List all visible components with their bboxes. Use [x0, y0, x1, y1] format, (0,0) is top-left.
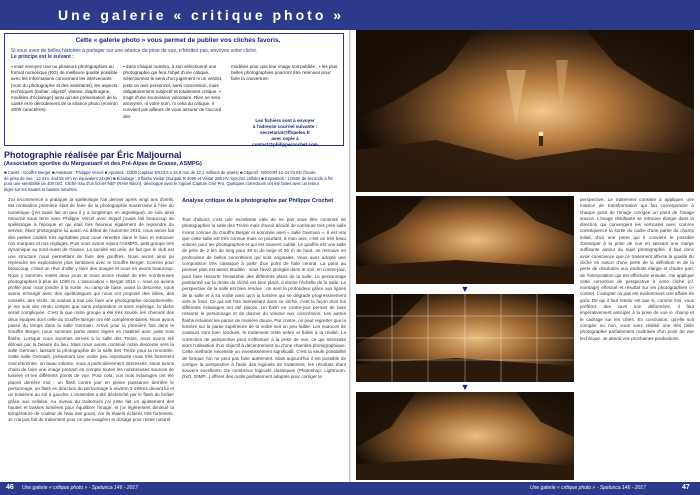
analysis-title: Analyse critique de la photographie par Philippe Crochet: [182, 198, 334, 204]
intro-lede: [11, 48, 339, 60]
contact-email-2[interactable]: contact@philippecrochet.com: [252, 142, 318, 147]
caption-line: ■ Cavité : Gouffre Berger ■ Assistant : Philippe Vercel ■ Appareil : D300 (capteur DX23,6 x 15,8 mm de 12,1 millions de pixels) ■ Objectif : NIKKOR 12-24 f/4 ED (focale: [4, 170, 316, 175]
montage-photo-grid: [356, 294, 574, 382]
article-subtitle: (Association sportive du Margueuaril et des Pré-Alpes de Grasse, ASMPG): [4, 161, 202, 167]
montage-photo-corrected: [356, 392, 574, 480]
intro-box: [4, 33, 344, 146]
caption-line: léger sur les hautes et basses lumières.: [4, 186, 78, 192]
montage-photo-original: [356, 196, 574, 284]
page-number-right: 47: [682, 484, 690, 491]
intro-lede-line: Si vous avez de belles histoires à partager sur une séance de prise de vue, n'hésitez pas, envoyez votre cliché.: [11, 48, 258, 54]
correction-montage: [356, 196, 574, 480]
analysis-text: Tout d'abord, c'est une excellente idée de ne pas vous être contenté de photographier la salle des Treize mais d'avoir décidé de continuer très près salle moins connue du Gouffre Berger et nommée ainsi « salle Germain ». Il est vrai que cette salle est très connue mais ce pourtant, à mon avis, c'est un très beau volume pour les photographes et qui est souvent oublié. Le gouffre est une salle de près de 2 km de long pour 30 m de large et 50 m de haut, on retrouve en profondeur de belles concrétions qui sont originales. Vous avez adopté une composition très classique à partir d'un point de fuite central. La paroi au premier plan est assez étudiée : vous l'avez plongée dans le noir, en contre-jour, pour faire ressortir l'ensemble des différents plans de la salle. Le personnage positionné sur la droite du cliché est bien placé, il donne l'échelle de la salle. La perspective de la salle est bien rendue : on sent la profondeur grâce aux lignes de la salle et à sa voûte ainsi qu'à la lumière qui se dégrade progressivement vers le fond. Ce qui est très intéressant dans ce cliché, c'est la façon dont les différents éclairages ont été placés. Un flash en contre-jour permet de faire ressortir le personnage et de donner du volume aux concrétions. Les autres flashs éclairent les parois de manière douce. Par contre, on peut regretter que la lumière sur la partie supérieure de la voûte soit un peu faible. Les nuances de couleurs sont bien rendues, le traitement reste sobre et fidèle à la réalité. La correction de perspective peut s'effectuer à la prise de vue, ce qui nécessite alors l'utilisation d'un objectif à décentrement ou d'une chambre photographique. Cette méthode nécessite un investissement significatif. C'est la seule possibilité de lorsque l'on ne peut pas faire autrement. Mais aujourd'hui il est possible de corriger la perspective à l'aide des logiciels de traitement, les résultats étant souvent excellents. De nombreux logiciels classiques (Photoshop, Lightroom, DxO, GIMP...) offrent des outils parfaitement adaptés pour corriger la: [182, 217, 346, 380]
footer-right: [350, 482, 700, 495]
intro-column-3: modèles pour que leur image soit publiée ; ▪ les plus belles photographies pourront être retenues pour faire la couverture.: [231, 64, 338, 82]
page-gutter: [349, 0, 351, 495]
intro-lede-principle: Le principe est le suivant :: [11, 54, 74, 60]
contact-email[interactable]: secretariat@ffspeleo.fr: [260, 130, 310, 135]
contact-line-4: avec copie à: [271, 136, 299, 141]
footer-left: [0, 482, 350, 495]
main-cave-photo: [356, 30, 694, 192]
banner-title: Une galerie « critique photo »: [58, 7, 345, 23]
photographer-story: J'ai recommencé à pratiquer la spéléologie l'an dernier après vingt ans d'arrêt. Ma motivation première était de faire de la photographie souterraine à l'ère du numérique (j'en avais fait un peu il y a longtemps en argentique). Je suis ainsi retourné sous terre avec Philippe Vercel avec lequel j'avais fait beaucoup de spéléologie à l'époque et qui était très heureux également de reprendre du service, étant photographe lui aussi. Au début de l'automne 2016, nous avons fait des petites cavités très agréables pour nous remettre dans le bain et retrouver nos marques et nos réglages. Puis nous avons rejoint l'ASMPG, petit groupe très dynamique au nord-ouest de Grasse. La société est unie, de fait que le club est une structure nous permettant de faire des gouffres. Nous avons ainsi pu reprendre les explorations plus lointaines avec le Gouffre Berger. Comme pour beaucoup, c'était un rêve d'aller y faire des images et nous en avons beaucoup. Nous y sommes restés deux jours et nous avons réalisé de très nombreuses photographies à plus de 1000 m. L'association « Berger 2015 », nous en avions profité pour nous joindre à la sortie. Au camp de base, avant la descente, nous avons échangé avec des spéléologues qui nous ont proposé des idées, des conseils, des récits. Je voulais à tout prix faire une photographie exceptionnelle, je me suis vite rendu compte que sans préparation et sans repérage, la tâche serait compliquée. C'est là que notre groupe a été très soudé, les chemins des deux équipes dont celle du Gouffre Berger ont été complémentaires. Nous avons passé du temps dans la salle Germain. Arrivé pour la première fois dans le Gouffre Berger, nous sommes partis assez légers en matériel avec juste trois flashs. Lorsque nous sommes arrivés à la salle des Treize, nous avons été éblouis par la beauté du lieu. Mais nous avons continué notre descente vers la salle Germain, laissant la photographie de la salle des Treize pour la remontée. Cette salle Germain, présentant une voûte peu importante mais très fortement concrétionnée, un beau volume, nous a particulièrement intéressés. Nous avons choisi de faire une image prenant en compte toutes les nombreuses sources de lumière et les différents points de vue. Pour cela, nos trois éclairages ont été placés derrière moi : un flash contre jour en pleine puissance derrière le personnage, un flash en direction du personnage à environ 3 mètres devant lui et un troisième au sol à gauche. L'ensemble a été déclenché par le flash du boîtier grâce aux cellules. Au niveau du traitement j'ai juste fait un ajustement des hautes et basses lumières pour équilibrer l'image, et j'ai légèrement diminué la température de couleur de l'eau des gours, car ils étaient éclairés très fortement. Je n'ai pas fait de traitement pour ne pas exagérer le dosage pour rester naturel.: [8, 197, 174, 423]
montage-graphic-1: [356, 196, 574, 284]
page-number-left: 46: [6, 484, 14, 491]
photo-caption: [4, 170, 344, 192]
contact-line-1: Les fichiers sont à envoyer: [255, 118, 315, 123]
contact-line-2: à l'adresse courriel suivante :: [252, 124, 318, 129]
arrow-down-icon: ▼: [460, 284, 470, 294]
caption-line: pour une sensibilité de 400 ISO. Cliché issu d'un fichier NEF (RAW Nikon), développé avec le logiciel Capture One Pro. Quelques corrections ont été faites avec un retour: [4, 181, 320, 187]
header-banner: [0, 0, 700, 30]
article-title: Photographie réalisée par Éric Maljournal: [4, 150, 182, 160]
contact-block: [231, 118, 339, 148]
cave-photo-graphic: [356, 30, 694, 192]
intro-heading: Cette « galerie photo » vous permet de publier vos clichés favoris.: [75, 37, 281, 44]
intro-column-1: ▪ vous envoyez une ou plusieurs photographies au format numérique (RG) de meilleure qualité possible avec les informations concernant les intervenants (nom du photographe et des assistants), les aspects techniques (boîtier, objectif, vitesse, diaphragme, modèles d'éclairage) ainsi qu'une présentation de la cavité et le déroulement de la séance photo (environ 2000 caractères).: [11, 64, 118, 113]
montage-graphic-3: [356, 392, 574, 480]
footer-text-left: Une galerie « critique photo » - Spelunca 146 - 2017: [22, 485, 138, 491]
caption-line: de prise de vue : 12 mm, soit 18 mm en équivalent 24x36) ■ Éclairage : 3 flashs Vivitar (Sunpak R-4000 et Vivitar 285 HV, synchro cellule) ■ Exposition : 1/250e de seconde à f/8: [4, 175, 333, 181]
footer-text-right: Une galerie « critique photo » - Spelunca 146 - 2017: [530, 485, 646, 491]
montage-graphic-2: [356, 294, 574, 382]
intro-column-2: ▪ dans chaque numéro, à son sélectionné une photographie qui fera l'objet d'une critique. Sélectionnez le sens d'un jugement ni un verdict, juste un avis personnel, sans concession, mais obligatoirement subjectif et totalement critique. ▪ s'agit d'une soumission volontaire. Rien ne sera anonyme, ni votre nom, ni celui du critique. Il convient par ailleurs de vous assurer de l'accord des: [123, 64, 223, 119]
arrow-down-icon: ▼: [460, 382, 470, 392]
analysis-text-continued: perspective. Le traitement consiste à appliquer une matrice de transformation qui fait correspondre à chaque point de l'image corrigée un point de l'image source. L'image résultante se retrouve élargie dans la direction qui convergent les verticales avec comme conséquence la sortie du cadre d'une partie du champ initial, d'où une perte qui il convient le possible d'anticiper à la prise de vue en laissant une marge suffisante autour du sujet photographié. Il faut donc avoir conscience que ce traitement affecte la qualité du cliché en raison d'une perte de la définition et de la perte de résolution aux endroits élargis et d'autre part, de l'interpolation qui est effectuée ensuite. J'ai appliqué cette correction de perspective à votre cliché (cf. montage) effectué et résultat sur les photographies ci-contre). L'adopter ou pas est évidemment une affaire de goût. De qui il faut retenir est que si, comme moi, vous préférez des vues non déformées, il faut impérativement anticiper à la prise de vue le champ et le cadrage sur les côtés. En conclusion, qu'elle soit corrigée ou non, vous avez réalisé une très belle photographie parfaitement maîtrisée d'un point de vue technique. Je attend vos prochaines productions.: [580, 197, 694, 341]
